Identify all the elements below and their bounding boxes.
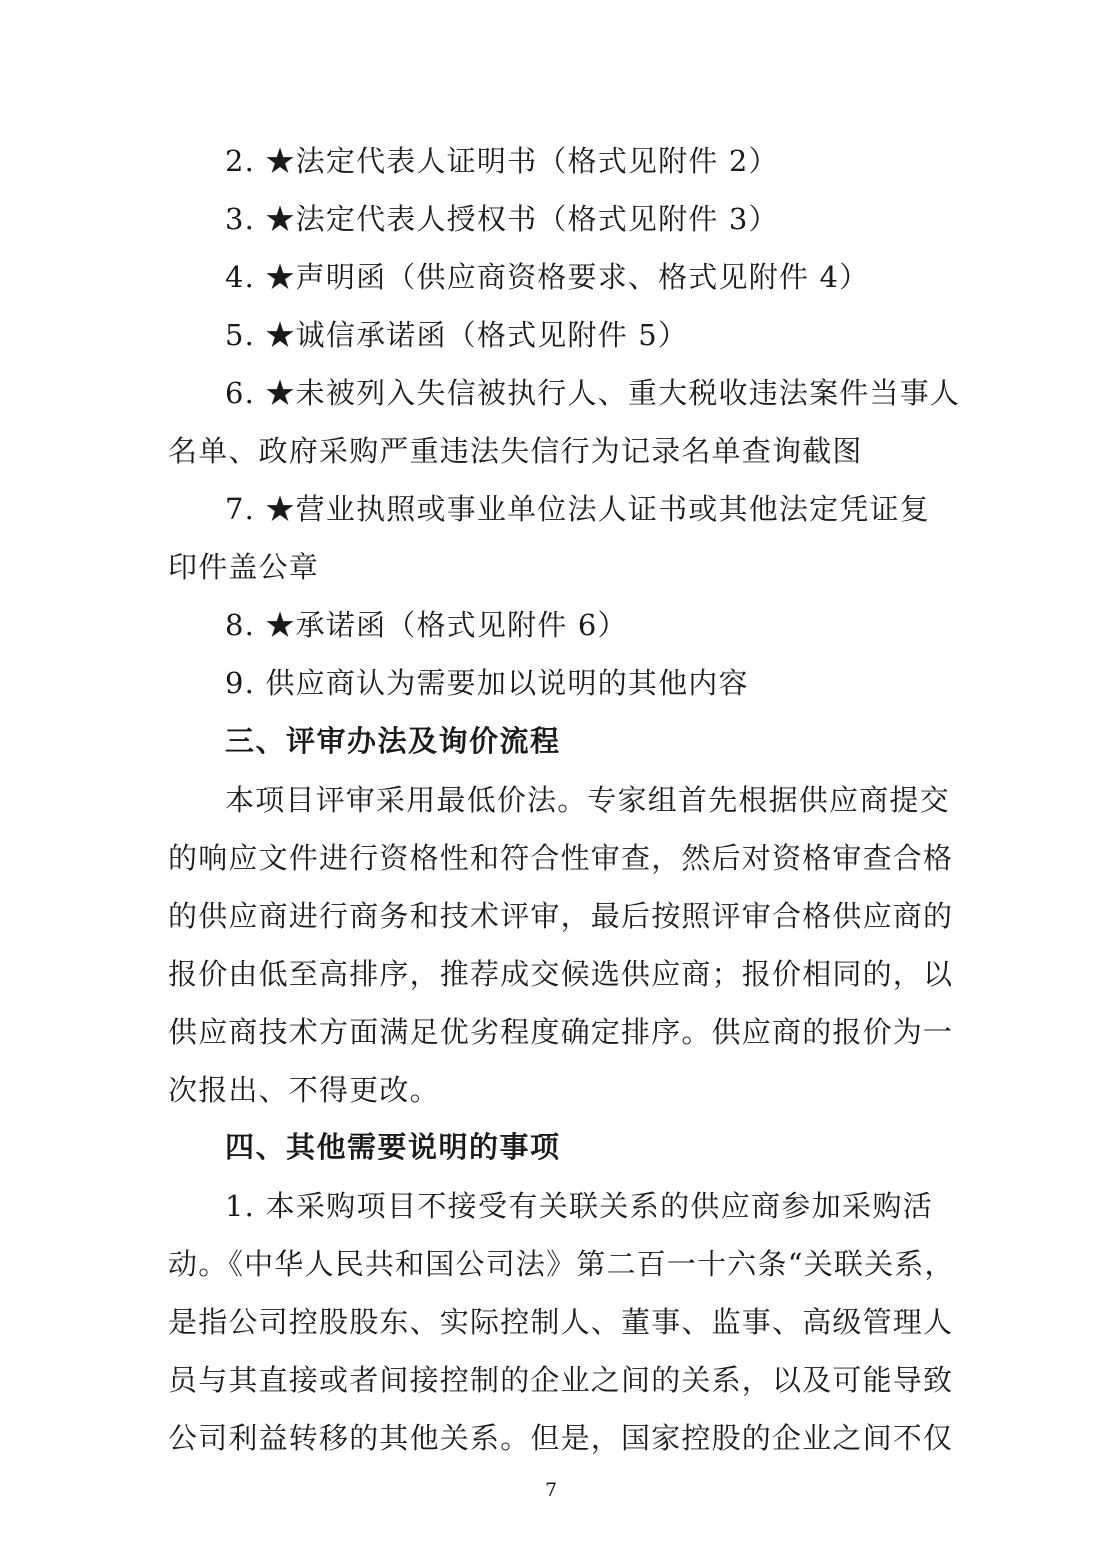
list-item-6-line-2: 名单、政府采购严重违法失信行为记录名单查询截图 [168,434,863,468]
section-4-paragraph-line: 公司利益转移的其他关系。但是，国家控股的企业之间不仅 [168,1421,954,1455]
page-number: 7 [544,1479,558,1501]
section-3-paragraph-line: 的响应文件进行资格性和符合性审查，然后对资格审查合格 [168,841,954,875]
section-3-paragraph-line: 报价由低至高排序，推荐成交候选供应商；报价相同的，以 [168,957,954,991]
section-3-paragraph-line: 本项目评审采用最低价法。专家组首先根据供应商提交 [225,783,950,817]
list-item-7-line-2: 印件盖公章 [168,550,320,584]
list-item-9: 9. 供应商认为需要加以说明的其他内容 [225,666,749,700]
list-item-5: 5. ★诚信承诺函（格式见附件 5） [225,318,689,352]
section-4-heading: 四、其他需要说明的事项 [225,1130,561,1164]
section-4-paragraph-line: 动。《中华人民共和国公司法》第二百一十六条“关联关系， [168,1247,955,1281]
section-4-paragraph-line: 员与其直接或者间接控制的企业之间的关系，以及可能导致 [168,1363,954,1397]
list-item-8: 8. ★承诺函（格式见附件 6） [225,608,628,642]
section-4-paragraph-line: 1. 本采购项目不接受有关联关系的供应商参加采购活 [225,1189,933,1223]
section-3-paragraph-line: 次报出、不得更改。 [168,1073,440,1107]
section-3-heading: 三、评审办法及询价流程 [225,724,561,758]
section-4-paragraph-line: 是指公司控股股东、实际控制人、董事、监事、高级管理人 [168,1305,954,1339]
list-item-7-line-1: 7. ★营业执照或事业单位法人证书或其他法定凭证复 [225,492,930,526]
section-3-paragraph-line: 的供应商进行商务和技术评审，最后按照评审合格供应商的 [168,899,954,933]
section-3-paragraph-line: 供应商技术方面满足优劣程度确定排序。供应商的报价为一 [168,1015,954,1049]
list-item-6-line-1: 6. ★未被列入失信被执行人、重大税收违法案件当事人 [225,376,961,410]
list-item-2: 2. ★法定代表人证明书（格式见附件 2） [225,144,779,178]
list-item-3: 3. ★法定代表人授权书（格式见附件 3） [225,202,779,236]
list-item-4: 4. ★声明函（供应商资格要求、格式见附件 4） [225,260,870,294]
